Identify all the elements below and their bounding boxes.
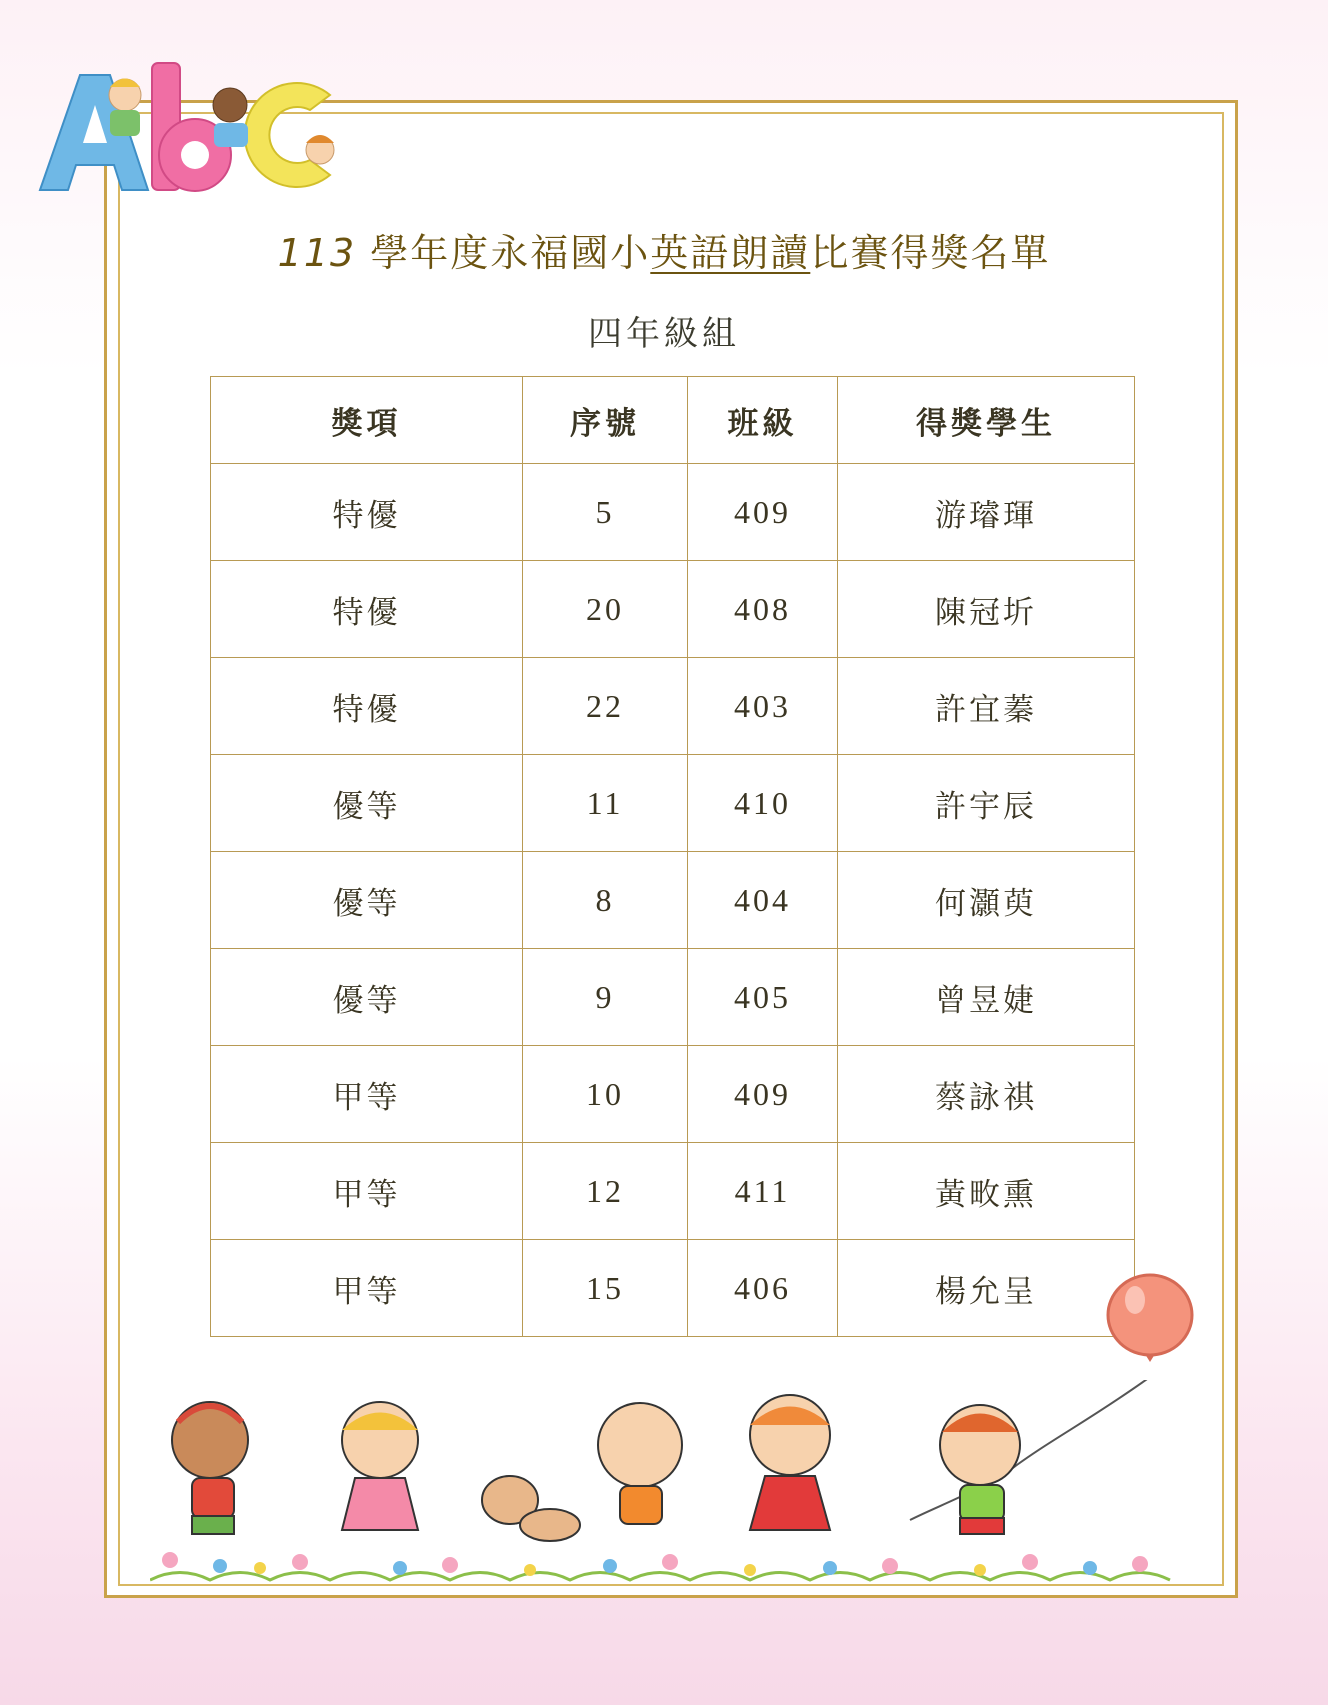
table-header-row bbox=[211, 377, 1135, 464]
award-cell: 特優 bbox=[211, 658, 523, 755]
student-cell: 楊允呈 bbox=[838, 1240, 1135, 1337]
header-number: 序號 bbox=[523, 377, 688, 464]
student-cell: 許宇辰 bbox=[838, 755, 1135, 852]
student-cell: 黃畋熏 bbox=[838, 1143, 1135, 1240]
class-cell: 406 bbox=[688, 1240, 838, 1337]
award-cell: 甲等 bbox=[211, 1240, 523, 1337]
student-cell: 游璿琿 bbox=[838, 464, 1135, 561]
header-student: 得獎學生 bbox=[838, 377, 1135, 464]
number-cell: 15 bbox=[523, 1240, 688, 1337]
number-cell: 5 bbox=[523, 464, 688, 561]
svg-text:A: A bbox=[80, 185, 81, 186]
children-playing-icon bbox=[150, 1380, 1190, 1590]
class-cell: 408 bbox=[688, 561, 838, 658]
student-cell: 何灝萸 bbox=[838, 852, 1135, 949]
student-cell: 許宜蓁 bbox=[838, 658, 1135, 755]
header-award: 獎項 bbox=[211, 377, 523, 464]
class-cell: 409 bbox=[688, 1046, 838, 1143]
table-row bbox=[211, 561, 1135, 658]
table-row bbox=[211, 1046, 1135, 1143]
class-cell: 404 bbox=[688, 852, 838, 949]
class-cell: 410 bbox=[688, 755, 838, 852]
award-cell: 優等 bbox=[211, 755, 523, 852]
table-row bbox=[211, 1240, 1135, 1337]
number-cell: 20 bbox=[523, 561, 688, 658]
balloon-icon bbox=[1090, 1270, 1210, 1390]
student-cell: 蔡詠祺 bbox=[838, 1046, 1135, 1143]
class-cell: 403 bbox=[688, 658, 838, 755]
award-cell: 特優 bbox=[211, 464, 523, 561]
number-cell: 22 bbox=[523, 658, 688, 755]
awards-table bbox=[210, 376, 1135, 1337]
award-cell: 甲等 bbox=[211, 1143, 523, 1240]
class-cell: 411 bbox=[688, 1143, 838, 1240]
class-cell: 409 bbox=[688, 464, 838, 561]
header-class: 班級 bbox=[688, 377, 838, 464]
award-cell: 特優 bbox=[211, 561, 523, 658]
table-row bbox=[211, 464, 1135, 561]
table-row bbox=[211, 658, 1135, 755]
student-cell: 曾昱婕 bbox=[838, 949, 1135, 1046]
number-cell: 10 bbox=[523, 1046, 688, 1143]
group-subtitle: 四年級組 bbox=[588, 314, 740, 354]
letter-c-icon bbox=[245, 83, 330, 187]
title-year: 113 bbox=[277, 231, 357, 275]
title-suffix: 比賽得獎名單 bbox=[810, 231, 1051, 275]
award-cell: 優等 bbox=[211, 949, 523, 1046]
number-cell: 9 bbox=[523, 949, 688, 1046]
table-row bbox=[211, 852, 1135, 949]
number-cell: 8 bbox=[523, 852, 688, 949]
number-cell: 11 bbox=[523, 755, 688, 852]
title-contest: 英語朗讀 bbox=[650, 231, 811, 275]
award-cell: 甲等 bbox=[211, 1046, 523, 1143]
table-row bbox=[211, 949, 1135, 1046]
table-row bbox=[211, 1143, 1135, 1240]
award-cell: 優等 bbox=[211, 852, 523, 949]
student-cell: 陳冠圻 bbox=[838, 561, 1135, 658]
abc-letters-icon bbox=[30, 55, 350, 205]
title-prefix: 學年度永福國小 bbox=[356, 231, 651, 275]
class-cell: 405 bbox=[688, 949, 838, 1046]
number-cell: 12 bbox=[523, 1143, 688, 1240]
table-row bbox=[211, 755, 1135, 852]
page-title bbox=[0, 222, 1328, 277]
